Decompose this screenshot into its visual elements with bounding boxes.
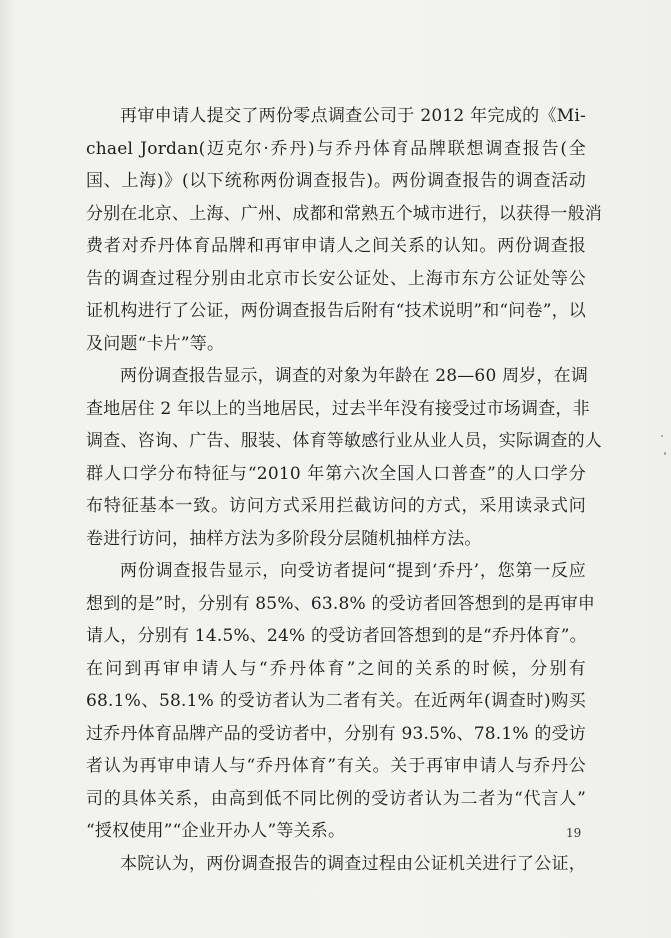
- text-line: “授权使用”“企业开办人”等关系。: [86, 821, 346, 841]
- text-line: 群人口学分布特征与“2010 年第六次全国人口普查”的人口学分: [86, 463, 586, 484]
- page-number: 19: [566, 826, 582, 840]
- paragraph-1: [86, 100, 602, 360]
- text-line: 费者对乔丹体育品牌和再审申请人之间关系的认知。两份调查报: [86, 236, 586, 256]
- text-line: 告的调查过程分别由北京市长安公证处、上海市东方公证处等公: [86, 268, 586, 289]
- text-line: 者认为再审申请人与“乔丹体育”有关。关于再审申请人与乔丹公: [86, 756, 586, 776]
- text-line: 证机构进行了公证，两份调查报告后附有“技术说明”和“问卷”，以: [86, 301, 586, 321]
- text-line: 过乔丹体育品牌产品的受访者中，分别有 93.5%、78.1% 的受访: [86, 723, 586, 744]
- text-line: 分别在北京、上海、广州、成都和常熟五个城市进行，以获得一般消: [86, 203, 602, 224]
- body-text: [86, 100, 602, 880]
- paragraph-3: [86, 555, 596, 848]
- paragraph-2: [86, 360, 602, 555]
- text-line: 及问题“卡片”等。: [86, 333, 225, 354]
- text-line: 国、上海)》(以下统称两份调查报告)。两份调查报告的调查活动: [86, 171, 586, 191]
- text-line: 68.1%、58.1% 的受访者认为二者有关。在近两年(调查时)购买: [86, 691, 586, 711]
- text-line: 司的具体关系，由高到低不同比例的受访者认为二者为“代言人”: [86, 788, 586, 809]
- text-line: 调查、咨询、广告、服装、体育等敏感行业从业人员，实际调查的人: [86, 431, 602, 451]
- text-line: 查地居住 2 年以上的当地居民，过去半年没有接受过市场调查，非: [86, 398, 590, 419]
- text-line: 再审申请人提交了两份零点调查公司于 2012 年完成的《Mi-: [120, 106, 586, 126]
- text-line: 请人，分别有 14.5%、24% 的受访者回答想到的是“乔丹体育”。: [86, 626, 587, 646]
- scan-speck: [661, 435, 663, 437]
- text-line: 想到的是”时，分别有 85%、63.8% 的受访者回答想到的是再审申: [86, 593, 596, 614]
- text-line: 卷进行访问，抽样方法为多阶段分层随机抽样方法。: [86, 528, 482, 549]
- text-line: 两份调查报告显示，调查的对象为年龄在 28—60 周岁，在调: [120, 366, 589, 386]
- paragraph-4: [86, 848, 586, 881]
- text-line: chael Jordan(迈克尔·乔丹)与乔丹体育品牌联想调查报告(全: [86, 138, 586, 159]
- text-line: 两份调查报告显示，向受访者提问“提到‘乔丹’，您第一反应: [120, 561, 586, 581]
- text-line: 本院认为，两份调查报告的调查过程由公证机关进行了公证，: [120, 853, 586, 874]
- scan-speck: [664, 452, 666, 455]
- text-line: 在问到再审申请人与“乔丹体育”之间的关系的时候，分别有: [86, 658, 586, 679]
- text-line: 布特征基本一致。访问方式采用拦截访问的方式，采用读录式问: [86, 496, 586, 516]
